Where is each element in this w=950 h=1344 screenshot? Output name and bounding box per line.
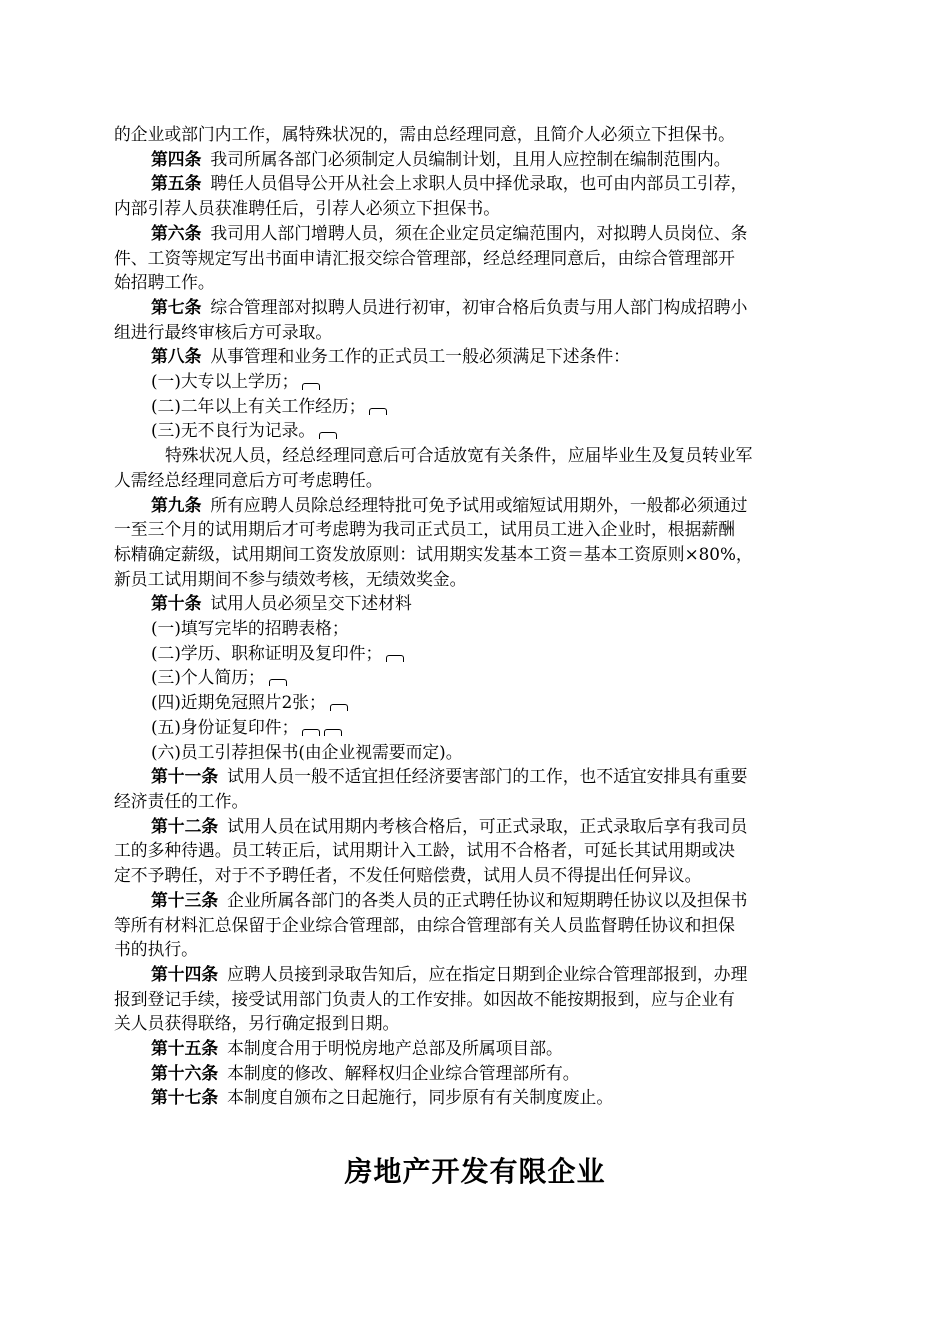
space-mark-icon bbox=[269, 679, 287, 686]
line-text: 书的执行。 bbox=[114, 939, 198, 960]
line-text: 组进行最终审核后方可录取。 bbox=[114, 321, 333, 342]
line-text: 从事管理和业务工作的正式员工一般必须满足下述条件： bbox=[210, 346, 630, 367]
text-line bbox=[114, 320, 840, 345]
text-line bbox=[114, 715, 840, 740]
line-text: 综合管理部对拟聘人员进行初审，初审合格后负责与用人部门构成招聘小 bbox=[210, 296, 748, 317]
line-text: 人需经总经理同意后方可考虑聘任。 bbox=[114, 469, 383, 490]
article-label: 第六条 bbox=[151, 222, 202, 243]
text-line bbox=[114, 665, 840, 690]
text-line bbox=[114, 1061, 840, 1086]
text-line bbox=[114, 1036, 840, 1061]
text-line bbox=[114, 888, 840, 913]
text-line bbox=[114, 468, 840, 493]
line-text: 本制度的修改、解释权归企业综合管理部所有。 bbox=[227, 1062, 580, 1083]
company-title: 房地产开发有限企业 bbox=[344, 1155, 606, 1188]
line-text: 所有应聘人员除总经理特批可免予试用或缩短试用期外，一般都必须通过 bbox=[210, 494, 748, 515]
line-text: 标精确定薪级，试用期间工资发放原则：试用期实发基本工资＝基本工资原则×80%， bbox=[114, 543, 753, 564]
text-line bbox=[114, 369, 840, 394]
line-text: 应聘人员接到录取告知后，应在指定日期到企业综合管理部报到，办理 bbox=[227, 963, 748, 984]
space-mark-icon bbox=[319, 432, 337, 439]
article-label: 第七条 bbox=[151, 296, 202, 317]
text-line bbox=[114, 690, 840, 715]
article-label: 第十一条 bbox=[151, 766, 219, 787]
text-line bbox=[114, 814, 840, 839]
line-text: 我司所属各部门必须制定人员编制计划，且用人应控制在编制范围内。 bbox=[210, 148, 731, 169]
text-line bbox=[114, 270, 840, 295]
line-text: 一至三个月的试用期后才可考虑聘为我司正式员工，试用员工进入企业时，根据薪酬 bbox=[114, 519, 735, 540]
text-line bbox=[114, 246, 840, 271]
article-label: 第十二条 bbox=[151, 815, 219, 836]
article-label: 第十三条 bbox=[151, 889, 219, 910]
space-mark-icon bbox=[369, 408, 387, 415]
line-text: 内部引荐人员获准聘任后，引荐人必须立下担保书。 bbox=[114, 198, 500, 219]
line-text: 报到登记手续，接受试用部门负责人的工作安排。如因故不能按期报到，应与企业有 bbox=[114, 988, 735, 1009]
line-text: 特殊状况人员，经总经理同意后可合适放宽有关条件，应届毕业生及复员转业军 bbox=[165, 445, 753, 466]
text-line bbox=[114, 740, 840, 765]
text-line bbox=[114, 196, 840, 221]
article-label: 第五条 bbox=[151, 173, 202, 194]
text-line bbox=[114, 764, 840, 789]
text-line bbox=[114, 641, 840, 666]
article-label: 第四条 bbox=[151, 148, 202, 169]
text-line bbox=[114, 987, 840, 1012]
line-text: 新员工试用期间不参与绩效考核，无绩效奖金。 bbox=[114, 568, 467, 589]
document-body bbox=[114, 122, 840, 1110]
text-line bbox=[114, 838, 840, 863]
article-label: 第十七条 bbox=[151, 1087, 219, 1108]
text-line bbox=[114, 394, 840, 419]
text-line bbox=[114, 122, 840, 147]
line-text: 关人员获得联络，另行确定报到日期。 bbox=[114, 1013, 400, 1034]
text-line bbox=[114, 863, 840, 888]
text-line bbox=[114, 1085, 840, 1110]
line-text: 件、工资等规定写出书面申请汇报交综合管理部，经总经理同意后，由综合管理部开 bbox=[114, 247, 735, 268]
text-line bbox=[114, 517, 840, 542]
line-text: 始招聘工作。 bbox=[114, 272, 215, 293]
line-text: (一)大专以上学历； bbox=[151, 371, 299, 392]
line-text: (一)填写完毕的招聘表格； bbox=[151, 618, 349, 639]
space-mark-icon bbox=[330, 704, 348, 711]
article-label: 第十五条 bbox=[151, 1038, 219, 1059]
article-label: 第九条 bbox=[151, 494, 202, 515]
line-text: 我司用人部门增聘人员，须在企业定员定编范围内，对拟聘人员岗位、条 bbox=[210, 222, 748, 243]
line-text: (六)员工引荐担保书(由企业视需要而定)。 bbox=[151, 741, 463, 762]
text-line bbox=[114, 591, 840, 616]
text-line bbox=[114, 443, 840, 468]
space-mark-icon bbox=[324, 729, 342, 736]
text-line bbox=[114, 493, 840, 518]
text-line bbox=[114, 1011, 840, 1036]
text-line bbox=[114, 567, 840, 592]
space-mark-icon bbox=[386, 655, 404, 662]
text-line bbox=[114, 295, 840, 320]
line-text: 本制度自颁布之日起施行，同步原有有关制度废止。 bbox=[227, 1087, 614, 1108]
line-text: (二)二年以上有关工作经历； bbox=[151, 395, 366, 416]
line-text: 的企业或部门内工作，属特殊状况的，需由总经理同意，且简介人必须立下担保书。 bbox=[114, 124, 735, 144]
text-line bbox=[114, 221, 840, 246]
line-text: 本制度合用于明悦房地产总部及所属项目部。 bbox=[227, 1038, 563, 1059]
line-text: 经济责任的工作。 bbox=[114, 790, 249, 811]
text-line bbox=[114, 913, 840, 938]
line-text: 等所有材料汇总保留于企业综合管理部，由综合管理部有关人员监督聘任协议和担保 bbox=[114, 914, 735, 935]
text-line bbox=[114, 344, 840, 369]
text-line bbox=[114, 147, 840, 172]
line-text: 试用人员必须呈交下述材料 bbox=[210, 593, 412, 614]
line-text: 工的多种待遇。员工转正后，试用期计入工龄，试用不合格者，可延长其试用期或决 bbox=[114, 840, 735, 861]
line-text: 聘任人员倡导公开从社会上求职人员中择优录取，也可由内部员工引荐， bbox=[210, 173, 748, 194]
text-line bbox=[114, 937, 840, 962]
line-text: (三)无不良行为记录。 bbox=[151, 420, 316, 441]
line-text: 试用人员在试用期内考核合格后，可正式录取，正式录取后享有我司员 bbox=[227, 815, 748, 836]
text-line bbox=[114, 616, 840, 641]
text-line bbox=[114, 789, 840, 814]
text-line bbox=[114, 171, 840, 196]
space-mark-icon bbox=[302, 383, 320, 390]
article-label: 第十四条 bbox=[151, 963, 219, 984]
line-text: (四)近期免冠照片2张； bbox=[151, 692, 326, 713]
text-line bbox=[114, 962, 840, 987]
line-text: (二)学历、职称证明及复印件； bbox=[151, 642, 383, 663]
line-text: (三)个人简历； bbox=[151, 667, 265, 688]
text-line bbox=[114, 418, 840, 443]
article-label: 第八条 bbox=[151, 346, 202, 367]
space-mark-icon bbox=[302, 729, 320, 736]
article-label: 第十条 bbox=[151, 593, 202, 614]
line-text: 企业所属各部门的各类人员的正式聘任协议和短期聘任协议以及担保书 bbox=[227, 889, 748, 910]
line-text: 试用人员一般不适宜担任经济要害部门的工作，也不适宜安排具有重要 bbox=[227, 766, 748, 787]
article-label: 第十六条 bbox=[151, 1062, 219, 1083]
line-text: (五)身份证复印件； bbox=[151, 716, 299, 737]
text-line bbox=[114, 542, 840, 567]
line-text: 定不予聘任，对于不予聘任者，不发任何赔偿费，试用人员不得提出任何异议。 bbox=[114, 865, 702, 886]
